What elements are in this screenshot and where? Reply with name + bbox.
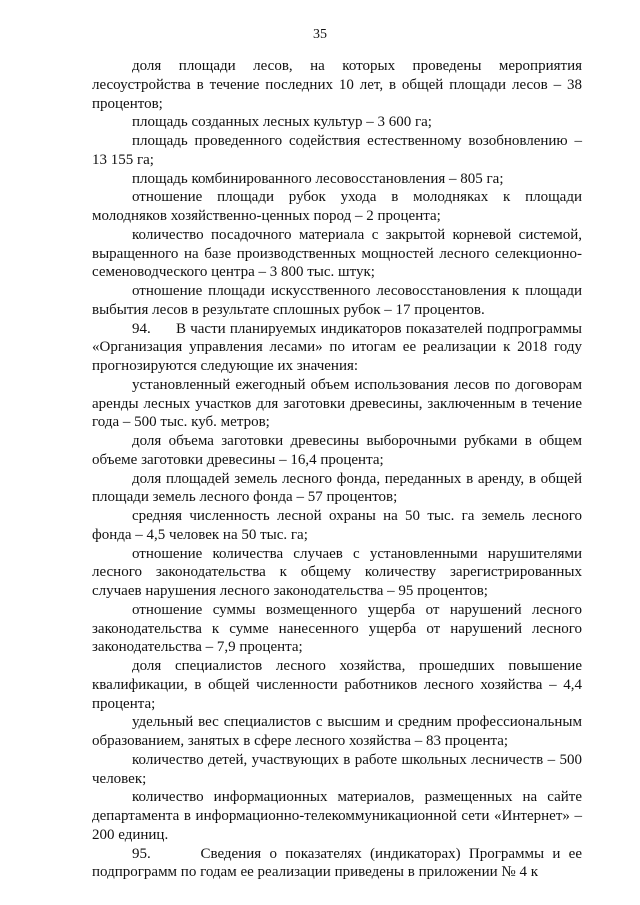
paragraph: средняя численность лесной охраны на 50 тыс. га земель лесного фонда – 4,5 человек на 50 тыс. га;	[92, 508, 582, 543]
page-number: 35	[313, 27, 327, 42]
paragraph: отношение количества случаев с установленными нарушителями лесного законодательства к общему количеству зарегистрированных случаев нарушения лесного законодательства – 95 процентов;	[92, 545, 582, 599]
paragraph: отношение площади искусственного лесовосстановления к площади выбытия лесов в результате сплошных рубок – 17 процентов.	[92, 283, 582, 318]
paragraph: площадь созданных лесных культур – 3 600 га;	[132, 114, 432, 131]
paragraph: отношение суммы возмещенного ущерба от нарушений лесного законодательства к сумме нанесенного ущерба от нарушений лесного законодательства – 7,9 процента;	[92, 601, 582, 656]
paragraph: удельный вес специалистов с высшим и средним профессиональным образованием, занятых в сфере лесного хозяйства – 83 процента;	[92, 714, 582, 749]
paragraph: количество посадочного материала с закрытой корневой системой, выращенного на базе производственных мощностей лесного селекционно-семеноводческого центра – 3 800 тыс. штук;	[92, 226, 582, 281]
paragraph: 95. Сведения о показателях (индикаторах) Программы и ее подпрограмм по годам ее реализации приведены в приложении № 4 к	[92, 845, 586, 881]
paragraph: площадь проведенного содействия естественному возобновлению – 13 155 га;	[92, 133, 582, 168]
body-text	[92, 57, 586, 882]
paragraph: установленный ежегодный объем использования лесов по договорам аренды лесных участков для заготовки древесины, заключенным в течение года – 500 тыс. куб. метров;	[92, 376, 582, 431]
paragraph: количество детей, участвующих в работе школьных лесничеств – 500 человек;	[92, 751, 582, 787]
paragraph: 94. В части планируемых индикаторов показателей подпрограммы «Организация управления лесами» по итогам ее реализации к 2018 году прогнозируются следующие их значения:	[92, 320, 586, 374]
paragraph: доля специалистов лесного хозяйства, прошедших повышение квалификации, в общей численности работников лесного хозяйства – 4,4 процента;	[92, 658, 582, 712]
paragraph: доля площади лесов, на которых проведены мероприятия лесоустройства в течение последних 10 лет, в общей площади лесов – 38 процентов;	[92, 58, 582, 112]
paragraph: площадь комбинированного лесовосстановления – 805 га;	[132, 170, 504, 187]
paragraph: количество информационных материалов, размещенных на сайте департамента в информационно-телекоммуникационной сети «Интернет» – 200 единиц.	[92, 789, 582, 843]
paragraph: доля объема заготовки древесины выборочными рубками в общем объеме заготовки древесины – 16,4 процента;	[92, 433, 582, 468]
paragraph: отношение площади рубок ухода в молодняках к площади молодняков хозяйственно-ценных пород – 2 процента;	[92, 189, 582, 224]
paragraph: доля площадей земель лесного фонда, переданных в аренду, в общей площади земель лесного фонда – 57 процентов;	[92, 470, 582, 506]
